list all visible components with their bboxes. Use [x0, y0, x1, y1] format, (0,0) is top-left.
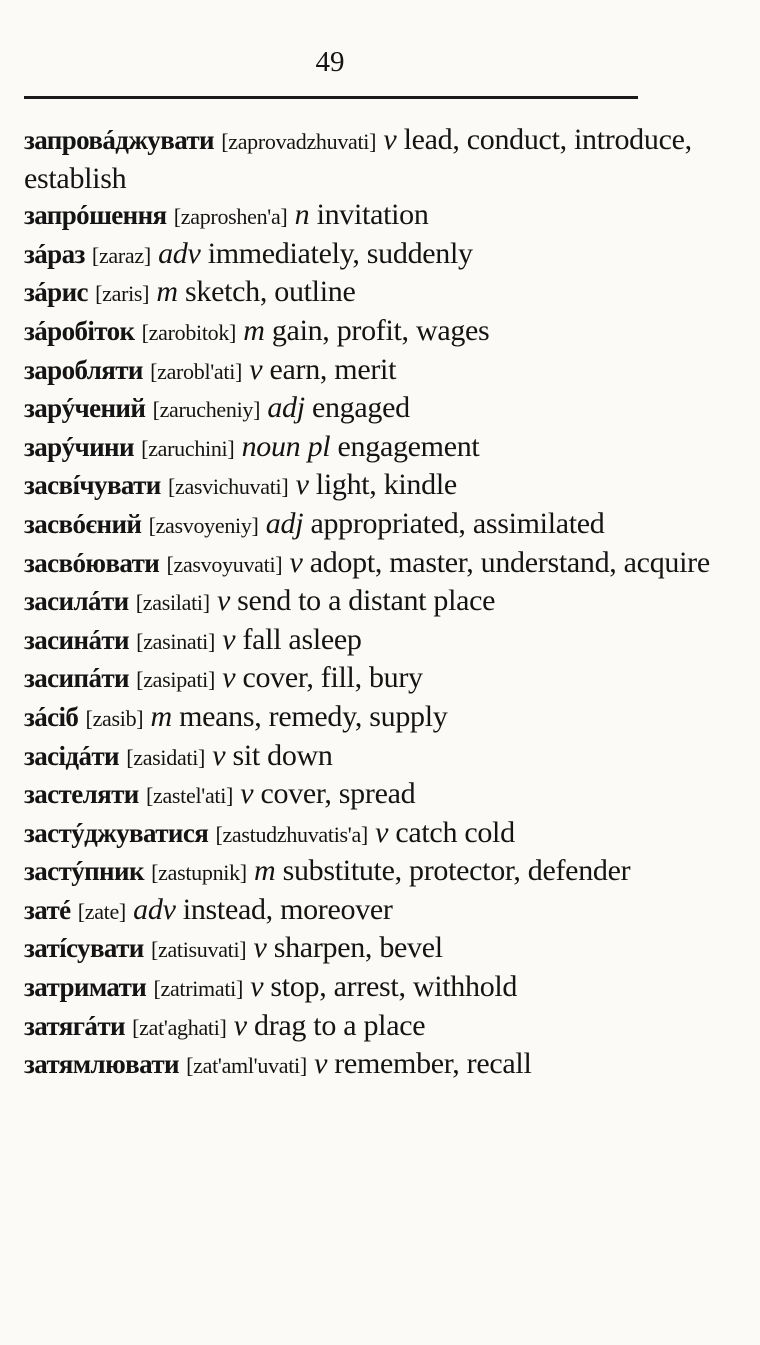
definition: cover, spread: [260, 777, 416, 811]
headword: засвóєний: [24, 508, 142, 539]
entry: [24, 583, 729, 622]
headword: засвíчувати: [24, 470, 161, 501]
part-of-speech: v: [295, 468, 309, 502]
definition: instead, moreover: [182, 892, 393, 926]
definition: light, kindle: [315, 468, 457, 502]
part-of-speech: noun pl: [241, 429, 331, 463]
part-of-speech: v: [222, 661, 236, 695]
entry: [24, 313, 729, 352]
headword: застýджуватися: [24, 817, 209, 848]
headword: запровáджувати: [24, 125, 215, 155]
transliteration: [zasvoyuvati]: [166, 551, 283, 577]
headword: засвóювати: [24, 547, 160, 578]
part-of-speech: v: [222, 622, 236, 656]
definition: appropriated, assimilated: [310, 506, 605, 540]
entry: [24, 776, 729, 815]
headword: запрóшення: [24, 200, 167, 231]
definition: earn, merit: [269, 352, 397, 386]
transliteration: [zat'aghati]: [132, 1014, 227, 1040]
headword: затé: [24, 894, 71, 925]
headword: зáраз: [24, 238, 85, 269]
definition: means, remedy, supply: [179, 699, 448, 733]
transliteration: [zasilati]: [135, 590, 210, 616]
headword: застýпник: [24, 856, 144, 887]
transliteration: [zasvichuvati]: [167, 474, 289, 500]
entry: [24, 738, 729, 777]
transliteration: [zasinati]: [136, 628, 216, 654]
definition: stop, arrest, withhold: [270, 970, 518, 1004]
entry: [24, 1046, 729, 1085]
headword: зáрис: [24, 277, 88, 308]
definition: immediately, suddenly: [207, 236, 473, 270]
entry: [24, 197, 729, 236]
headword: зарýчини: [24, 431, 134, 462]
transliteration: [zasipati]: [136, 667, 216, 693]
transliteration: [zasidati]: [126, 744, 206, 770]
transliteration: [zarucheniy]: [152, 397, 261, 423]
headword: засипáти: [24, 663, 129, 694]
entry: [24, 1008, 729, 1047]
headword: заробляти: [24, 354, 143, 385]
part-of-speech: v: [253, 931, 267, 965]
definition: cover, fill, bury: [242, 661, 423, 695]
definition: sharpen, bevel: [273, 931, 443, 965]
headword: застеляти: [24, 779, 139, 810]
definition: catch cold: [395, 815, 515, 849]
entry: [24, 274, 729, 313]
part-of-speech: adv: [158, 236, 201, 270]
definition: send to a distant place: [237, 584, 496, 618]
transliteration: [zarobl'ati]: [150, 358, 243, 384]
page-number: 49: [315, 46, 345, 78]
definition: engagement: [337, 429, 480, 463]
dictionary-entries: [24, 122, 729, 1085]
entry: [24, 699, 729, 738]
transliteration: [zastudzhuvatis'a]: [215, 821, 368, 847]
definition: gain, profit, wages: [271, 313, 490, 347]
transliteration: [zaraz]: [91, 242, 151, 268]
definition: sketch, outline: [185, 275, 356, 309]
part-of-speech: m: [243, 313, 265, 347]
definition: engaged: [311, 391, 410, 425]
header-rule: [24, 96, 638, 99]
headword: затямлювати: [24, 1049, 179, 1080]
entry: [24, 467, 729, 506]
part-of-speech: v: [375, 815, 389, 849]
headword: засинáти: [24, 624, 129, 655]
transliteration: [zate]: [77, 898, 126, 924]
transliteration: [zasib]: [85, 705, 144, 731]
entry: [24, 815, 729, 854]
part-of-speech: v: [249, 352, 263, 386]
entry: [24, 390, 729, 429]
entry: [24, 853, 729, 892]
part-of-speech: m: [254, 854, 276, 888]
part-of-speech: v: [240, 777, 254, 811]
headword: засідáти: [24, 740, 120, 771]
definition: drag to a place: [254, 1008, 426, 1042]
definition: substitute, protector, defender: [282, 854, 631, 888]
headword: затягáти: [24, 1010, 125, 1041]
definition: remember, recall: [334, 1047, 532, 1081]
part-of-speech: v: [383, 123, 397, 156]
part-of-speech: adj: [265, 506, 304, 540]
definition: adopt, master, understand, acquire: [309, 545, 710, 579]
transliteration: [zasvoyeniy]: [148, 512, 259, 538]
entry: [24, 892, 729, 931]
definition: sit down: [232, 738, 333, 772]
transliteration: [zat'aml'uvati]: [186, 1053, 307, 1079]
transliteration: [zaproshen'a]: [173, 204, 288, 230]
headword: зáробіток: [24, 315, 135, 346]
part-of-speech: v: [289, 545, 303, 579]
part-of-speech: v: [216, 584, 230, 618]
transliteration: [zatisuvati]: [150, 937, 247, 963]
definition: invitation: [316, 198, 429, 232]
transliteration: [zastupnik]: [151, 860, 247, 886]
transliteration: [zatrimati]: [153, 976, 243, 1002]
part-of-speech: v: [233, 1008, 247, 1042]
part-of-speech: n: [294, 198, 310, 232]
transliteration: [zaris]: [95, 281, 150, 307]
entry: [24, 622, 729, 661]
entry: [24, 660, 729, 699]
part-of-speech: m: [150, 699, 172, 733]
definition: fall asleep: [242, 622, 362, 656]
part-of-speech: adj: [267, 391, 305, 425]
part-of-speech: v: [250, 970, 264, 1004]
entry: [24, 545, 729, 584]
entry: [24, 969, 729, 1008]
entry: [24, 236, 729, 275]
headword: зарýчений: [24, 393, 146, 424]
part-of-speech: v: [314, 1047, 328, 1081]
part-of-speech: m: [156, 275, 178, 309]
definition: lead, conduct, introduce, establish: [24, 123, 692, 195]
entry: [24, 429, 729, 468]
headword: засилáти: [24, 586, 129, 617]
entry: [24, 122, 729, 197]
part-of-speech: v: [212, 738, 226, 772]
headword: затримати: [24, 972, 147, 1003]
transliteration: [zarobitok]: [141, 319, 237, 345]
entry: [24, 352, 729, 391]
transliteration: [zaruchini]: [141, 435, 235, 461]
entry: [24, 930, 729, 969]
transliteration: [zastel'ati]: [145, 783, 234, 809]
part-of-speech: adv: [133, 892, 176, 926]
headword: затíсувати: [24, 933, 144, 964]
headword: зáсіб: [24, 701, 79, 732]
entry: [24, 506, 729, 545]
transliteration: [zaprovadzhuvati]: [221, 129, 377, 154]
